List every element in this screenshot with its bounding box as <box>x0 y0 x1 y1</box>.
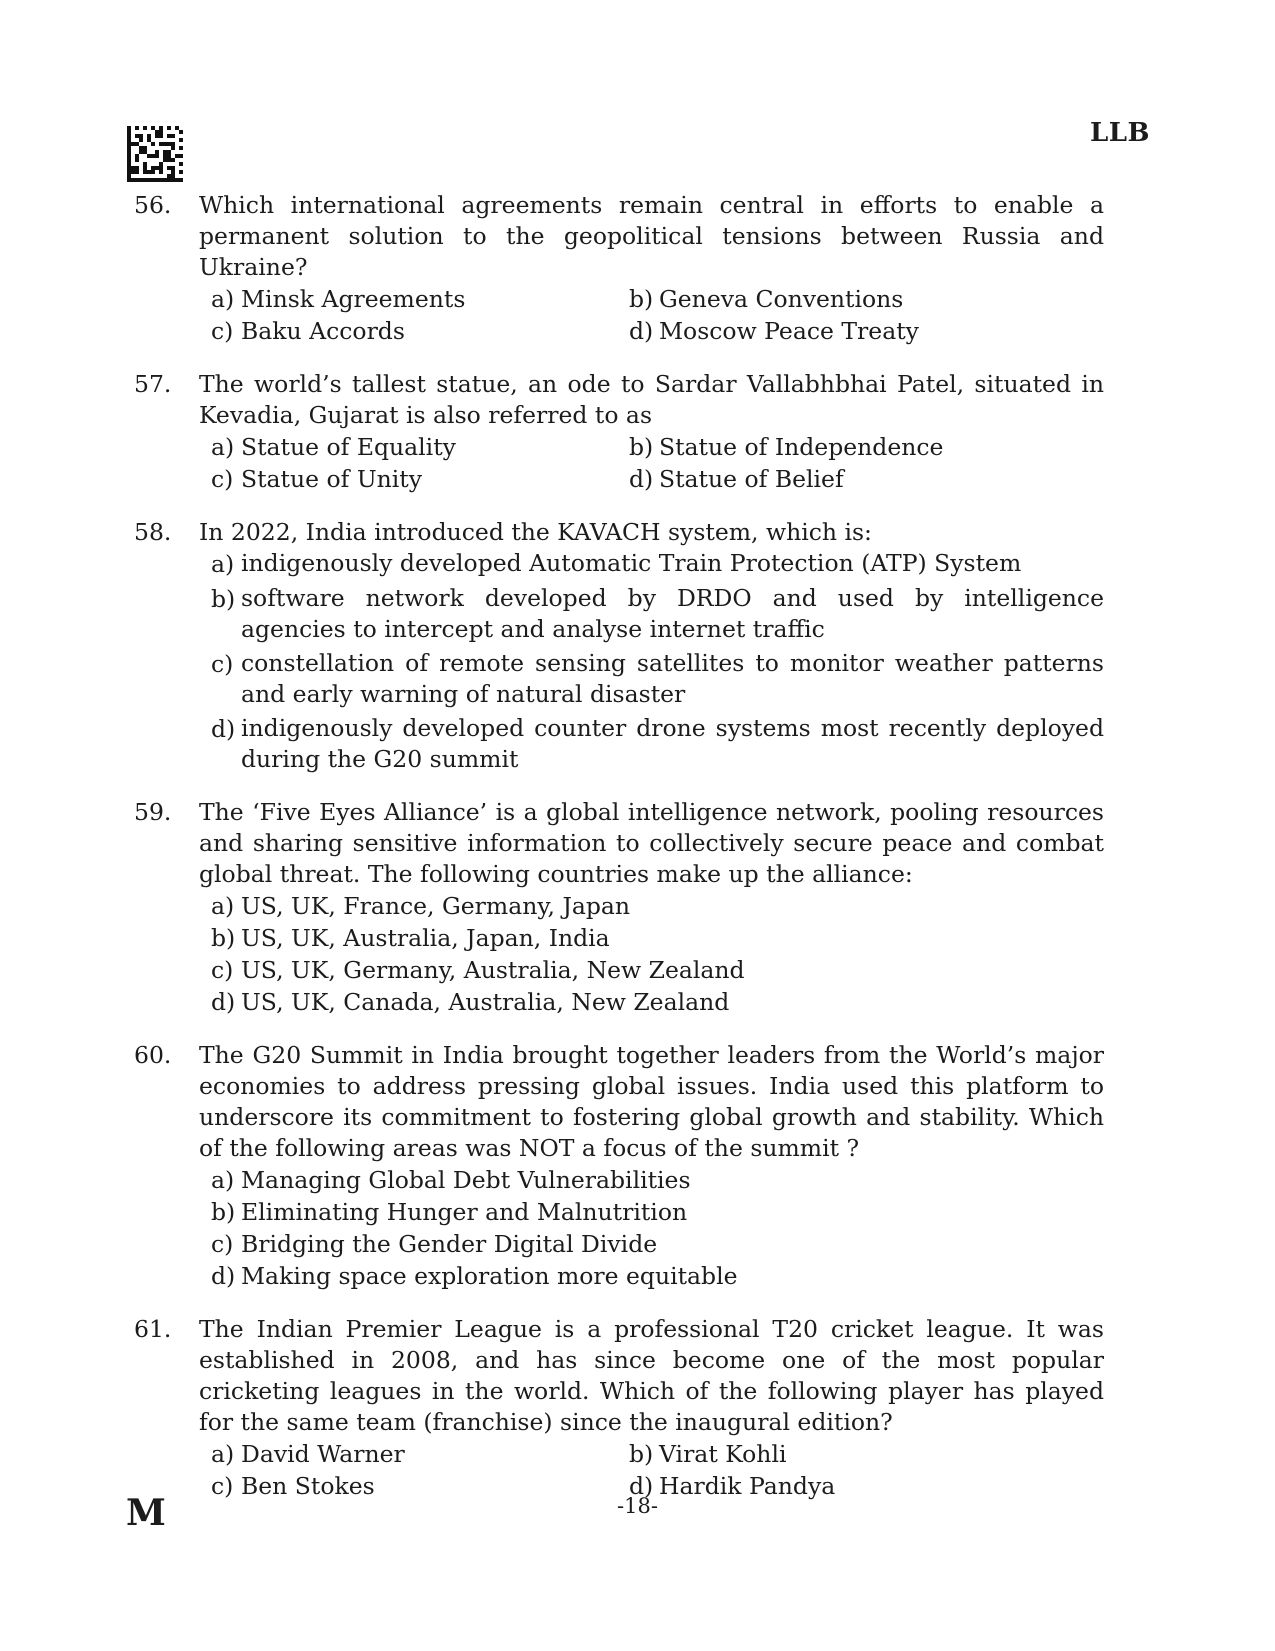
option-a: a) Statue of Equality <box>211 433 456 461</box>
question-number: 58. <box>134 518 172 546</box>
question-61 <box>134 1314 1104 1502</box>
question-number: 61. <box>134 1315 172 1343</box>
option-c: c) Statue of Unity <box>211 465 423 493</box>
question-text: Which international agreements remain central in efforts to enable a permanent solution to the geopolitical tensions between Russia and Ukraine? <box>199 191 1104 281</box>
question-text: In 2022, India introduced the KAVACH system, which is: <box>199 518 872 546</box>
option-c: c) Ben Stokes <box>211 1472 375 1500</box>
option-b: b) Virat Kohli <box>629 1440 787 1468</box>
option-d: d) indigenously developed counter drone systems most recently deployed during the G20 summit <box>211 714 1104 773</box>
series-letter: M <box>126 1492 166 1534</box>
option-d: d) Statue of Belief <box>629 465 844 493</box>
page-number: -18- <box>617 1494 658 1518</box>
option-a: a) David Warner <box>211 1440 405 1468</box>
option-b: b) Geneva Conventions <box>629 285 904 313</box>
option-c: c) Bridging the Gender Digital Divide <box>211 1230 658 1258</box>
option-c: c) Baku Accords <box>211 317 405 345</box>
option-d: d) Hardik Pandya <box>629 1472 836 1500</box>
question-text: The world’s tallest statue, an ode to Sardar Vallabhbhai Patel, situated in Kevadia, Gujarat is also referred to as <box>199 370 1104 429</box>
option-a: a) Managing Global Debt Vulnerabilities <box>211 1166 691 1194</box>
option-d: d) Making space exploration more equitable <box>211 1262 738 1290</box>
question-number: 59. <box>134 798 172 826</box>
exam-code: LLB <box>1089 118 1150 148</box>
option-b: b) Eliminating Hunger and Malnutrition <box>211 1198 688 1226</box>
option-a: a) US, UK, France, Germany, Japan <box>211 892 631 920</box>
question-number: 56. <box>134 191 172 219</box>
question-list <box>134 190 1104 1524</box>
question-text: The G20 Summit in India brought together leaders from the World’s major economies to address pressing global issues. India used this platform to underscore its commitment to fostering global growth and stability. Which of the following areas was NOT a focus of the summit ? <box>199 1041 1104 1162</box>
option-c: c) constellation of remote sensing satellites to monitor weather patterns and early warning of natural disaster <box>211 649 1104 708</box>
option-d: d) US, UK, Canada, Australia, New Zealand <box>211 988 730 1016</box>
question-56 <box>134 190 1104 347</box>
options <box>199 548 1104 775</box>
option-b: b) Statue of Independence <box>629 433 944 461</box>
options <box>199 1438 1104 1502</box>
options <box>199 431 1104 495</box>
question-number: 60. <box>134 1041 172 1069</box>
options <box>199 283 1104 347</box>
question-number: 57. <box>134 370 172 398</box>
option-c: c) US, UK, Germany, Australia, New Zealand <box>211 956 745 984</box>
question-58 <box>134 517 1104 775</box>
question-59 <box>134 797 1104 1018</box>
option-b: b) US, UK, Australia, Japan, India <box>211 924 610 952</box>
option-a: a) Minsk Agreements <box>211 285 466 313</box>
option-b: b) software network developed by DRDO and used by intelligence agencies to intercept and analyse internet traffic <box>211 584 1104 643</box>
question-57 <box>134 369 1104 495</box>
qr-code-icon <box>127 126 183 182</box>
options <box>199 890 1104 1018</box>
option-a: a) indigenously developed Automatic Train Protection (ATP) System <box>211 549 1022 578</box>
question-text: The Indian Premier League is a professional T20 cricket league. It was established in 2008, and has since become one of the most popular cricketing leagues in the world. Which of the following player has played for the same team (franchise) since the inaugural edition? <box>199 1315 1104 1436</box>
option-d: d) Moscow Peace Treaty <box>629 317 919 345</box>
question-60 <box>134 1040 1104 1292</box>
options <box>199 1164 1104 1292</box>
question-text: The ‘Five Eyes Alliance’ is a global intelligence network, pooling resources and sharing sensitive information to collectively secure peace and combat global threat. The following countries make up the alliance: <box>199 798 1104 888</box>
